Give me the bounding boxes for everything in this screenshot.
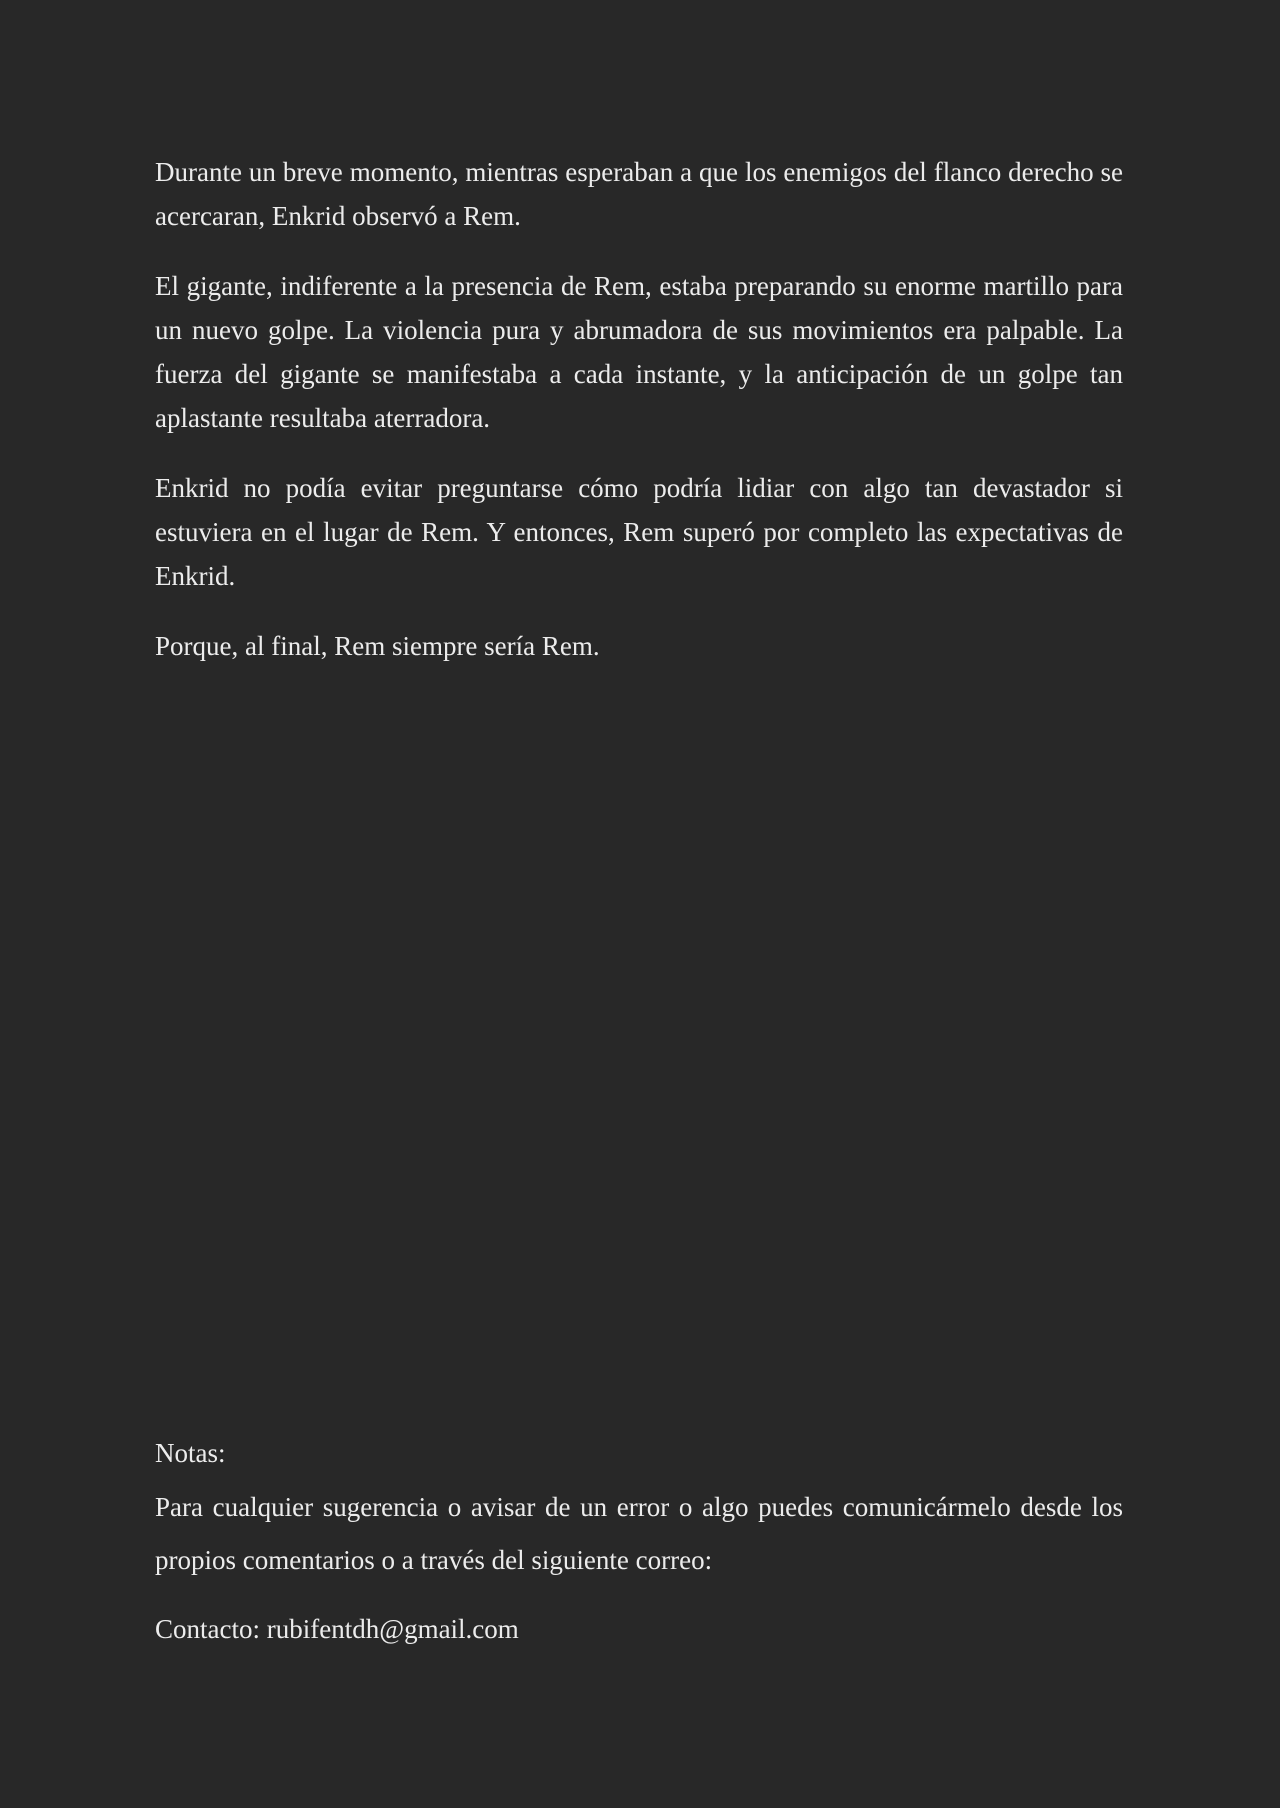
story-text <box>155 150 1123 694</box>
notes-section <box>155 1431 1123 1651</box>
paragraph: Enkrid no podía evitar preguntarse cómo podría lidiar con algo tan devastador si estuviera en el lugar de Rem. Y entonces, Rem superó por completo las expectativas de Enkrid. <box>155 473 1123 591</box>
paragraph: El gigante, indiferente a la presencia de Rem, estaba preparando su enorme martillo para un nuevo golpe. La violencia pura y abrumadora de sus movimientos era palpable. La fuerza del gigante se manifestaba a cada instante, y la anticipación de un golpe tan aplastante resultaba aterradora. <box>155 271 1123 433</box>
contact-email: Contacto: rubifentdh@gmail.com <box>155 1614 519 1644</box>
paragraph: Durante un breve momento, mientras esperaban a que los enemigos del flanco derecho se acercaran, Enkrid observó a Rem. <box>155 157 1123 231</box>
paragraph: Porque, al final, Rem siempre sería Rem. <box>155 631 600 661</box>
notes-body: Para cualquier sugerencia o avisar de un error o algo puedes comunicármelo desde los propios comentarios o a través del siguiente correo: <box>155 1492 1123 1575</box>
notes-title: Notas: <box>155 1438 226 1468</box>
